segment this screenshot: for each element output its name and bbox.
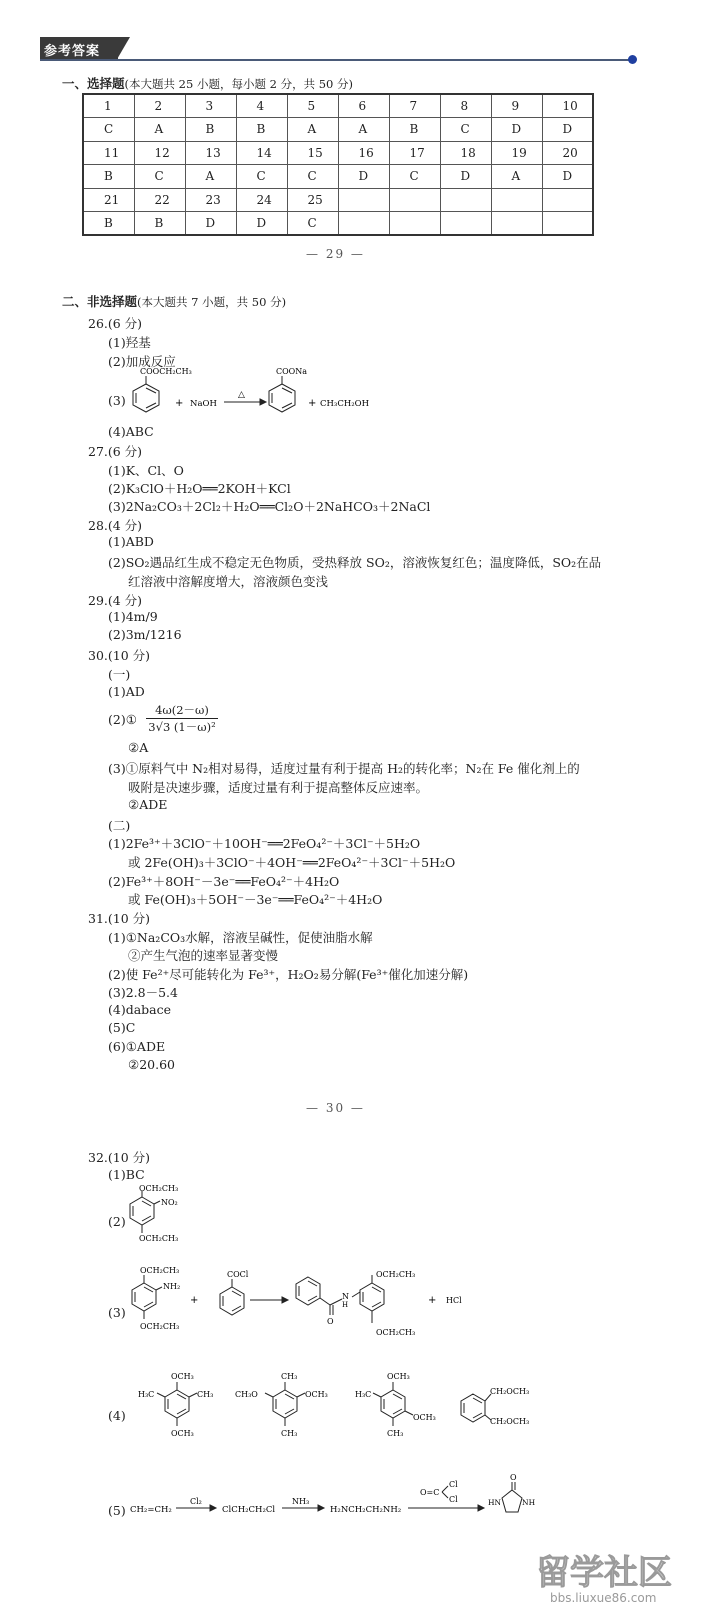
- q30-answer-3-line2: 吸附是决速步骤，适度过量有利于提高整体反应速率。: [128, 780, 429, 795]
- q32-s3-bottom: CH₃: [387, 1429, 404, 1438]
- table-cell: B: [83, 165, 134, 189]
- table-cell: 8: [440, 94, 491, 118]
- table-cell: C: [236, 165, 287, 189]
- table-cell: [338, 188, 389, 212]
- q29-answer-2: (2)3m/1216: [108, 627, 182, 642]
- q30-b1-line2: 或 2Fe(OH)₃＋3ClO⁻＋4OH⁻══2FeO₄²⁻＋3Cl⁻＋5H₂O: [128, 855, 456, 870]
- q26-answer-4: (4)ABC: [108, 424, 154, 439]
- watermark-title: 留学社区: [536, 1553, 672, 1593]
- q32-s4-bottom: CH₂OCH₃: [490, 1417, 530, 1426]
- q29-heading: 29.(4 分): [88, 593, 143, 608]
- table-cell: 25: [287, 188, 338, 212]
- table-row: [83, 118, 593, 142]
- table-cell: 23: [185, 188, 236, 212]
- section2-title-text: 二、非选择题: [62, 294, 138, 309]
- q30-answer-2-2: ②A: [128, 740, 149, 755]
- q30-answer-1: (1)AD: [108, 684, 145, 699]
- q32-structure-2: [122, 1183, 202, 1255]
- q32-s2-sub1: OCH₂CH₃: [139, 1184, 179, 1193]
- q30-fraction: [146, 702, 218, 735]
- q32-s5-reagent3-o: O=C: [420, 1488, 440, 1497]
- q32-answer-3-label: (3): [108, 1305, 126, 1320]
- q28-heading: 28.(4 分): [88, 518, 143, 533]
- q31-answer-6-1: (6)①ADE: [108, 1039, 166, 1054]
- q32-p-n: N: [342, 1292, 349, 1301]
- table-cell: C: [134, 165, 185, 189]
- watermark-url: bbs.liuxue86.com: [550, 1591, 657, 1605]
- q32-s5-reagent2: NH₃: [292, 1497, 310, 1506]
- q26-plus-2: +: [308, 398, 317, 409]
- table-cell: A: [491, 165, 542, 189]
- table-cell: 5: [287, 94, 338, 118]
- q32-s1-left: H₃C: [138, 1390, 155, 1399]
- q26-reaction-scheme: [120, 364, 380, 422]
- table-cell: C: [287, 212, 338, 236]
- table-cell: 7: [389, 94, 440, 118]
- q26-answer-3-label: (3): [108, 393, 126, 408]
- section1-title: [62, 74, 353, 92]
- q30-answer-3-2: ②ADE: [128, 797, 168, 812]
- table-cell: B: [236, 118, 287, 142]
- q31-answer-5: (5)C: [108, 1020, 136, 1035]
- table-cell: 11: [83, 141, 134, 165]
- table-cell: [542, 212, 593, 236]
- table-cell: D: [542, 165, 593, 189]
- q32-s2-right: OCH₃: [305, 1390, 328, 1399]
- table-cell: 21: [83, 188, 134, 212]
- q32-s2-top: CH₃: [281, 1372, 298, 1381]
- table-cell: [491, 188, 542, 212]
- q27-answer-3: (3)2Na₂CO₃＋2Cl₂＋H₂O══Cl₂O＋2NaHCO₃＋2NaCl: [108, 499, 431, 514]
- q32-plus-1: +: [190, 1295, 199, 1306]
- table-cell: [338, 212, 389, 236]
- table-cell: C: [287, 165, 338, 189]
- table-cell: B: [185, 118, 236, 142]
- q32-r1-sub3: OCH₂CH₃: [140, 1322, 180, 1331]
- header-badge: [40, 37, 126, 61]
- q32-s2-sub3: OCH₂CH₃: [139, 1234, 179, 1243]
- page-number-30: — 30 —: [306, 1101, 365, 1115]
- q32-r1-sub1: OCH₂CH₃: [140, 1266, 180, 1275]
- section2-note: (本大题共 7 小题，共 50 分): [137, 295, 287, 309]
- q31-answer-1-2: ②产生气泡的速率显著变慢: [128, 948, 279, 963]
- table-row: [83, 141, 593, 165]
- table-cell: 19: [491, 141, 542, 165]
- badge-title: 参考答案: [44, 44, 101, 59]
- table-cell: D: [542, 118, 593, 142]
- q32-hcl: HCl: [446, 1296, 462, 1305]
- q32-s5-mid1: ClCH₂CH₂Cl: [222, 1505, 276, 1515]
- table-cell: 17: [389, 141, 440, 165]
- q32-p-o: O: [327, 1317, 334, 1326]
- watermark-logo: [530, 1540, 710, 1608]
- q30-fraction-numerator: 4ω(2－ω): [155, 703, 209, 717]
- q32-s3-left: H₃C: [355, 1390, 372, 1399]
- q31-answer-1-1: (1)①Na₂CO₃水解，溶液呈碱性，促使油脂水解: [108, 930, 373, 945]
- table-cell: 10: [542, 94, 593, 118]
- q30-b2-line1: (2)Fe³⁺＋8OH⁻－3e⁻══FeO₄²⁻＋4H₂O: [108, 874, 340, 889]
- q27-heading: 27.(6 分): [88, 444, 143, 459]
- table-cell: A: [185, 165, 236, 189]
- q32-reaction-3: [120, 1257, 480, 1349]
- q27-answer-2: (2)K₃ClO＋H₂O══2KOH＋KCl: [108, 481, 291, 496]
- q26-heading: 26.(6 分): [88, 316, 143, 331]
- table-cell: [542, 188, 593, 212]
- table-cell: B: [389, 118, 440, 142]
- table-cell: 2: [134, 94, 185, 118]
- table-row: [83, 94, 593, 118]
- table-cell: [440, 188, 491, 212]
- table-cell: B: [134, 212, 185, 236]
- table-cell: 1: [83, 94, 134, 118]
- q28-answer-2-line1: (2)SO₂遇品红生成不稳定无色物质，受热释放 SO₂，溶液恢复红色；温度降低，SO₂在品: [108, 555, 602, 570]
- q27-answer-1: (1)K、Cl、O: [108, 463, 184, 478]
- table-cell: D: [491, 118, 542, 142]
- table-cell: C: [83, 118, 134, 142]
- q32-s3-right: OCH₃: [413, 1413, 436, 1422]
- table-cell: D: [236, 212, 287, 236]
- q26-plus-1: +: [175, 398, 184, 409]
- table-cell: 22: [134, 188, 185, 212]
- q30-fraction-denominator: 3√3 (1－ω)²: [146, 718, 218, 735]
- q31-heading: 31.(10 分): [88, 911, 151, 926]
- q26-condition: △: [238, 390, 245, 400]
- table-cell: [389, 188, 440, 212]
- table-cell: A: [287, 118, 338, 142]
- q31-answer-6-2: ②20.60: [128, 1057, 175, 1072]
- q30-answer-2-label: (2)①: [108, 712, 137, 727]
- q32-s2-bottom: CH₃: [281, 1429, 298, 1438]
- q30-part-1: (一): [108, 667, 131, 682]
- q31-answer-2: (2)使 Fe²⁺尽可能转化为 Fe³⁺，H₂O₂易分解(Fe³⁺催化加速分解): [108, 967, 469, 982]
- q32-s5-product-o: O: [510, 1473, 517, 1482]
- table-cell: A: [338, 118, 389, 142]
- q30-b1-line1: (1)2Fe³⁺＋3ClO⁻＋10OH⁻══2FeO₄²⁻＋3Cl⁻＋5H₂O: [108, 836, 421, 851]
- table-cell: 24: [236, 188, 287, 212]
- table-cell: 18: [440, 141, 491, 165]
- q31-answer-4: (4)dabace: [108, 1002, 172, 1017]
- q32-s2-sub2: NO₂: [161, 1198, 178, 1207]
- section1-note: (本大题共 25 小题，每小题 2 分，共 50 分): [124, 77, 354, 91]
- q32-s5-reagent3-cl2: Cl: [449, 1495, 458, 1504]
- q32-answer-5-label: (5): [108, 1503, 126, 1518]
- header-rule: [40, 59, 632, 61]
- q31-answer-3: (3)2.8－5.4: [108, 985, 178, 1000]
- q26-byproduct: CH₃CH₂OH: [320, 399, 370, 409]
- q32-s3-top: OCH₃: [387, 1372, 410, 1381]
- q26-answer-1: (1)羟基: [108, 335, 151, 350]
- q32-r1-sub2: NH₂: [163, 1282, 181, 1291]
- table-cell: D: [185, 212, 236, 236]
- q32-s1-top: OCH₃: [171, 1372, 194, 1381]
- table-cell: 9: [491, 94, 542, 118]
- q30-answer-3-line1: (3)①原料气中 N₂相对易得，适度过量有利于提高 H₂的转化率；N₂在 Fe 催化剂上的: [108, 761, 580, 776]
- q32-p-sub3: OCH₂CH₃: [376, 1328, 416, 1337]
- table-cell: [389, 212, 440, 236]
- q30-heading: 30.(10 分): [88, 648, 151, 663]
- table-cell: 12: [134, 141, 185, 165]
- page-number-29: — 29 —: [306, 247, 365, 261]
- table-cell: 20: [542, 141, 593, 165]
- table-cell: [491, 212, 542, 236]
- q32-s4-top: CH₂OCH₃: [490, 1387, 530, 1396]
- q32-s5-product-hn: HN: [488, 1498, 502, 1507]
- q32-s5-product-nh: NH: [522, 1498, 536, 1507]
- table-cell: 6: [338, 94, 389, 118]
- q32-s5-reagent3-cl1: Cl: [449, 1480, 458, 1489]
- table-cell: C: [440, 118, 491, 142]
- table-row: [83, 212, 593, 236]
- table-row: [83, 165, 593, 189]
- table-cell: [440, 212, 491, 236]
- q32-s5-start: CH₂=CH₂: [130, 1505, 172, 1515]
- q30-part-2: (二): [108, 818, 131, 833]
- q32-heading: 32.(10 分): [88, 1150, 151, 1165]
- table-cell: 3: [185, 94, 236, 118]
- table-cell: 4: [236, 94, 287, 118]
- table-cell: 14: [236, 141, 287, 165]
- table-cell: 13: [185, 141, 236, 165]
- table-cell: A: [134, 118, 185, 142]
- q32-s2-left: CH₃O: [235, 1390, 258, 1399]
- q28-answer-1: (1)ABD: [108, 534, 154, 549]
- q32-answer-4-label: (4): [108, 1408, 126, 1423]
- q26-reactant-substituent: COOCH₂CH₃: [140, 367, 192, 376]
- badge-slant: [116, 37, 130, 61]
- q26-reagent: NaOH: [190, 399, 217, 409]
- q26-product-substituent: COONa: [276, 367, 308, 376]
- table-cell: D: [440, 165, 491, 189]
- q32-s5-reagent1: Cl₂: [190, 1497, 202, 1506]
- q32-answer-2-label: (2): [108, 1214, 126, 1229]
- answer-table-body: [83, 94, 593, 235]
- q32-s1-bottom: OCH₃: [171, 1429, 194, 1438]
- answer-table: [82, 93, 594, 236]
- q32-r2-sub: COCl: [227, 1270, 249, 1279]
- q28-answer-2-line2: 红溶液中溶解度增大，溶液颜色变浅: [128, 574, 329, 589]
- table-cell: B: [83, 212, 134, 236]
- table-row: [83, 188, 593, 212]
- q32-p-sub1: OCH₂CH₃: [376, 1270, 416, 1279]
- table-cell: D: [338, 165, 389, 189]
- q30-b2-line2: 或 Fe(OH)₃＋5OH⁻－3e⁻══FeO₄²⁻＋4H₂O: [128, 892, 383, 907]
- q32-p-h: H: [342, 1301, 349, 1309]
- section1-title-text: 一、选择题: [62, 76, 125, 91]
- q32-plus-2: +: [428, 1295, 437, 1306]
- section2-title: [62, 292, 286, 310]
- q32-s5-mid2: H₂NCH₂CH₂NH₂: [330, 1505, 402, 1515]
- header-dot: [628, 55, 637, 64]
- q32-synthesis-5: [124, 1470, 554, 1530]
- q32-answer-1: (1)BC: [108, 1167, 145, 1182]
- q29-answer-1: (1)4m/9: [108, 609, 158, 624]
- q32-isomers-4: [135, 1364, 555, 1454]
- q26-answer-2: (2)加成反应: [108, 354, 176, 369]
- table-cell: 16: [338, 141, 389, 165]
- table-cell: C: [389, 165, 440, 189]
- table-cell: 15: [287, 141, 338, 165]
- q32-s1-right: CH₃: [197, 1390, 214, 1399]
